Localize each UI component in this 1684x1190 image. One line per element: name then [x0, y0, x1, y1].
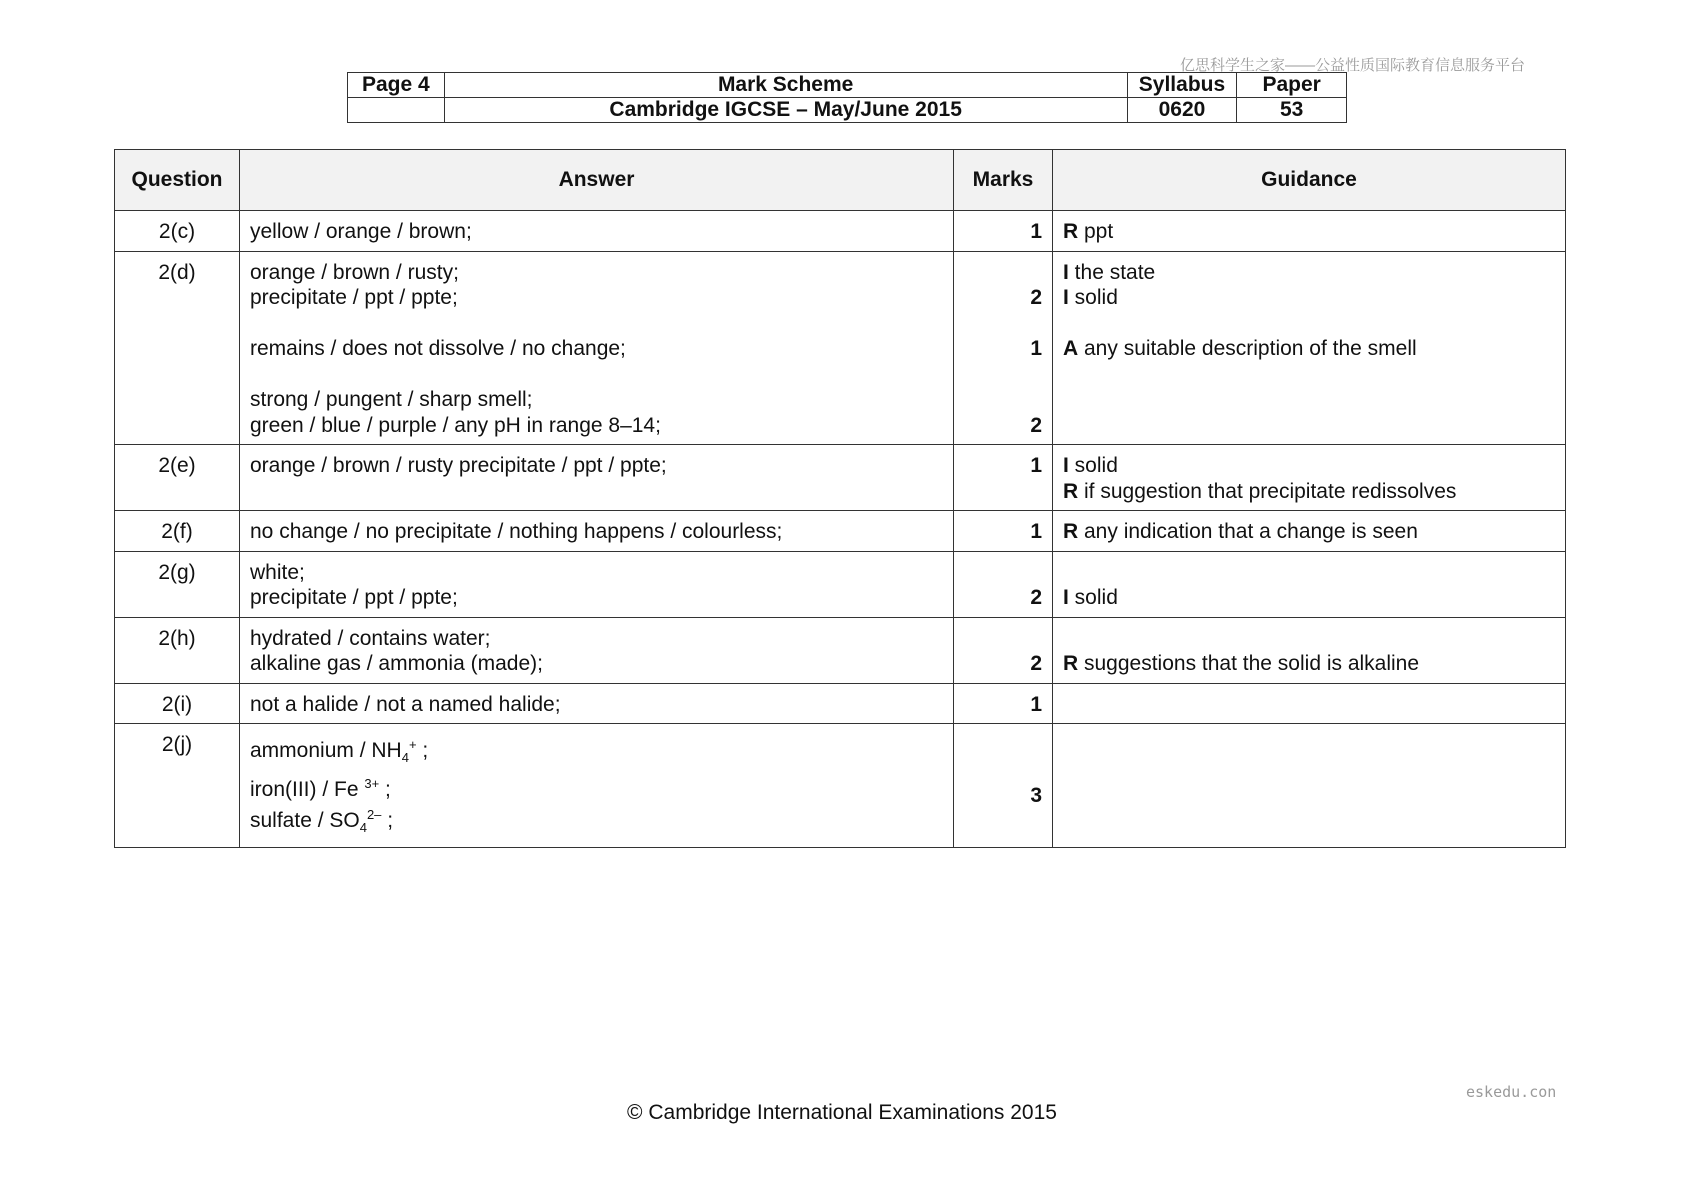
watermark-bottom: eskedu.con — [1466, 1083, 1557, 1101]
marks-cell — [954, 683, 1053, 724]
answer-cell — [240, 511, 954, 552]
answer-line: strong / pungent / sharp smell; — [250, 388, 533, 411]
answer-cell — [240, 445, 954, 511]
answer-line: remains / does not dissolve / no change; — [250, 337, 626, 360]
guidance-line — [1063, 336, 1555, 362]
guidance-code: R — [1063, 220, 1079, 243]
syllabus-code: 0620 — [1127, 98, 1237, 123]
answer-cell — [240, 724, 954, 848]
paper-label: Paper — [1237, 73, 1347, 98]
watermark-top: 亿思科学生之家——公益性质国际教育信息服务平台 — [1180, 57, 1526, 74]
page-number: Page 4 — [348, 73, 445, 98]
guidance-cell — [1053, 683, 1566, 724]
answer-line: ammonium / $NH_4^+$ ; — [250, 737, 429, 766]
syllabus-label: Syllabus — [1127, 73, 1237, 98]
answer-line: sulfate / $SO_4^{2-}$ ; — [250, 807, 394, 836]
answer-line: no change / no precipitate / nothing happens / colourless; — [250, 520, 783, 543]
table-row — [115, 551, 1566, 617]
guidance-line — [1063, 585, 1555, 611]
guidance-line — [1063, 260, 1555, 286]
column-header-guidance: Guidance — [1053, 150, 1566, 211]
guidance-text: solid — [1068, 286, 1118, 309]
table-row — [115, 511, 1566, 552]
mark-value: 2 — [1030, 286, 1042, 309]
guidance-text: suggestions that the solid is alkaline — [1078, 652, 1420, 675]
answer-line: hydrated / contains water; — [250, 626, 491, 650]
guidance-text: solid — [1068, 586, 1118, 609]
answer-cell — [240, 683, 954, 724]
answer-cell — [240, 617, 954, 683]
guidance-code: I — [1063, 454, 1069, 477]
answer-cell — [240, 251, 954, 445]
table-row — [115, 617, 1566, 683]
guidance-line — [1063, 285, 1555, 311]
column-header-marks: Marks — [954, 150, 1053, 211]
copyright-footer: © Cambridge International Examinations 2015 — [627, 1101, 1057, 1124]
mark-value: 1 — [1030, 337, 1042, 360]
answer-line: iron(III) / Fe $^{3+}$ ; — [250, 775, 391, 801]
mark-value: 1 — [1030, 692, 1042, 716]
guidance-code: I — [1063, 586, 1069, 609]
guidance-line — [1063, 479, 1555, 505]
answer-line: orange / brown / rusty; — [250, 260, 459, 284]
answer-line: not a halide / not a named halide; — [250, 692, 561, 716]
question-number: 2(e) — [115, 445, 240, 511]
answer-cell — [240, 551, 954, 617]
question-number: 2(h) — [115, 617, 240, 683]
header-empty-cell — [348, 98, 445, 123]
question-number: 2(g) — [115, 551, 240, 617]
guidance-code: R — [1063, 652, 1079, 675]
column-header-answer: Answer — [240, 150, 954, 211]
answer-line: white; — [250, 560, 305, 584]
mark-value: 2 — [1030, 413, 1042, 437]
table-row — [115, 445, 1566, 511]
guidance-line — [1063, 219, 1555, 245]
question-number: 2(d) — [115, 251, 240, 445]
answer-line: alkaline gas / ammonia (made); — [250, 652, 543, 675]
question-number: 2(f) — [115, 511, 240, 552]
guidance-code: I — [1063, 286, 1069, 309]
marks-cell — [954, 724, 1053, 848]
answer-line: precipitate / ppt / ppte; — [250, 286, 458, 309]
guidance-text: any indication that a change is seen — [1078, 520, 1418, 543]
guidance-cell — [1053, 211, 1566, 252]
guidance-text: if suggestion that precipitate redissolves — [1078, 479, 1457, 503]
guidance-cell — [1053, 511, 1566, 552]
paper-number: 53 — [1237, 98, 1347, 123]
exam-title: Cambridge IGCSE – May/June 2015 — [444, 98, 1127, 123]
mark-scheme-title: Mark Scheme — [444, 73, 1127, 98]
guidance-cell — [1053, 724, 1566, 848]
guidance-line — [1063, 453, 1555, 479]
guidance-text: any suitable description of the smell — [1078, 337, 1417, 360]
guidance-code: R — [1063, 479, 1079, 503]
answer-line: green / blue / purple / any pH in range 8–14; — [250, 413, 661, 437]
guidance-code: A — [1063, 337, 1079, 360]
mark-scheme-table — [114, 149, 1566, 848]
marks-cell — [954, 251, 1053, 445]
guidance-code: I — [1063, 260, 1069, 284]
guidance-code: R — [1063, 520, 1079, 543]
question-number: 2(c) — [115, 211, 240, 252]
answer-cell — [240, 211, 954, 252]
guidance-cell — [1053, 551, 1566, 617]
guidance-text: ppt — [1078, 220, 1114, 243]
marks-cell — [954, 211, 1053, 252]
guidance-line — [1063, 651, 1555, 677]
marks-cell — [954, 617, 1053, 683]
guidance-cell — [1053, 617, 1566, 683]
guidance-text: solid — [1068, 454, 1118, 477]
table-row — [115, 724, 1566, 848]
answer-line: precipitate / ppt / ppte; — [250, 586, 458, 609]
mark-value: 2 — [1030, 586, 1042, 609]
marks-cell — [954, 445, 1053, 511]
table-row — [115, 211, 1566, 252]
mark-value: 1 — [1030, 220, 1042, 243]
table-header-row — [115, 150, 1566, 211]
table-row — [115, 251, 1566, 445]
mark-value: 2 — [1030, 652, 1042, 675]
question-number: 2(i) — [115, 683, 240, 724]
guidance-cell — [1053, 251, 1566, 445]
question-number: 2(j) — [115, 724, 240, 848]
mark-value: 3 — [1030, 784, 1042, 807]
marks-cell — [954, 551, 1053, 617]
header-table — [347, 72, 1347, 123]
guidance-text: the state — [1068, 260, 1156, 284]
mark-value: 1 — [1030, 454, 1042, 477]
answer-line: yellow / orange / brown; — [250, 220, 472, 243]
mark-value: 1 — [1030, 520, 1042, 543]
column-header-question: Question — [115, 150, 240, 211]
table-row — [115, 683, 1566, 724]
marks-cell — [954, 511, 1053, 552]
guidance-line — [1063, 519, 1555, 545]
answer-line: orange / brown / rusty precipitate / ppt / ppte; — [250, 454, 667, 477]
guidance-cell — [1053, 445, 1566, 511]
